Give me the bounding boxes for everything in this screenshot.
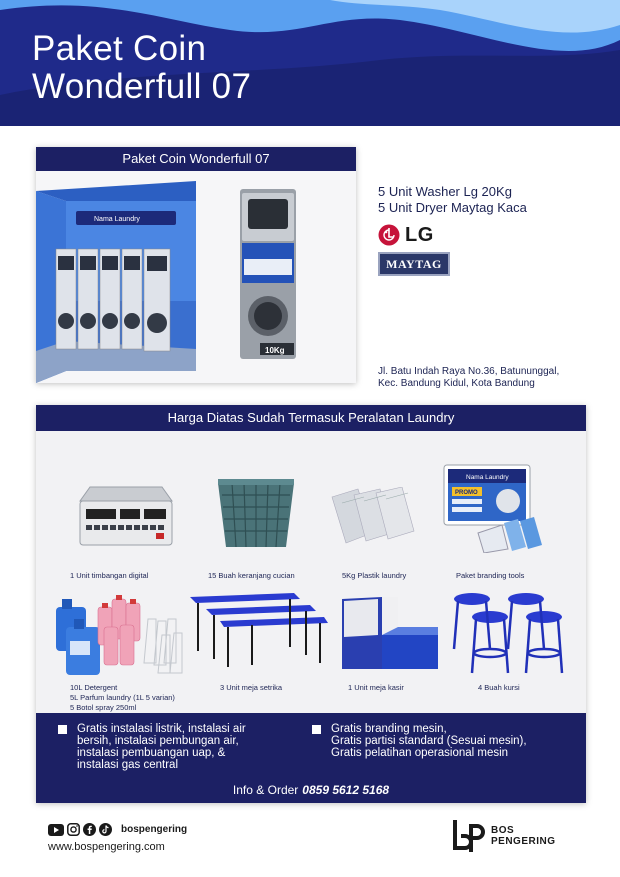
benefit-installation	[58, 723, 246, 771]
bullet-square-icon	[312, 725, 321, 734]
lg-logo	[378, 222, 434, 248]
laundry-room-illustration	[36, 171, 356, 383]
benefit-right-line-1: Gratis branding mesin,	[331, 723, 447, 735]
branding-tools-image	[442, 463, 546, 553]
address-line-2: Kec. Bandung Kidul, Kota Bandung	[378, 378, 535, 389]
equipment-card-title: Harga Diatas Sudah Termasuk Peralatan Laundry	[36, 405, 586, 431]
page-title-line-2: Wonderfull 07	[32, 67, 252, 106]
store-address	[378, 366, 559, 390]
benefits-band	[36, 713, 586, 803]
plastic-bags-image	[328, 487, 418, 547]
benefit-left-line-3: instalasi pembuangan uap, &	[77, 747, 226, 759]
equipment-label-scale: 1 Unit timbangan digital	[70, 571, 149, 580]
equipment-grid	[36, 431, 586, 713]
benefit-left-line-2: bersih, instalasi pembungan air,	[77, 735, 239, 747]
brand-line-1: BOS	[491, 825, 515, 836]
benefit-branding	[312, 723, 527, 759]
phone-number[interactable]: 0859 5612 5168	[302, 783, 390, 797]
benefit-branding-text	[331, 723, 527, 759]
product-card	[36, 147, 356, 383]
bullet-square-icon	[58, 725, 67, 734]
benefit-right-line-2: Gratis partisi standard (Sesuai mesin),	[331, 735, 527, 747]
brand-name	[491, 825, 556, 847]
bp-logo-icon	[453, 818, 485, 854]
detergent-line-1: 10L Detergent	[70, 683, 118, 692]
info-order-label: Info & Order	[232, 783, 299, 797]
address-line-1: Jl. Batu Indah Raya No.36, Batununggal,	[378, 366, 560, 377]
product-card-title: Paket Coin Wonderfull 07	[36, 147, 356, 171]
brand-logo	[453, 818, 556, 854]
facebook-icon[interactable]	[83, 823, 96, 836]
brand-line-2: PENGERING	[491, 836, 556, 847]
product-image	[36, 171, 356, 383]
benefit-left-line-4: instalasi gas central	[77, 759, 178, 771]
maytag-logo: MAYTAG	[378, 252, 450, 276]
equipment-label-stools: 4 Buah kursi	[478, 683, 520, 692]
info-order	[36, 783, 586, 797]
equipment-label-plastic: 5Kg Plastik laundry	[342, 571, 407, 580]
equipment-label-basket: 15 Buah keranjang cucian	[208, 571, 295, 580]
header-banner	[0, 0, 620, 126]
equipment-label-detergent	[70, 683, 175, 713]
detergent-bottles-image	[52, 589, 192, 679]
social-links	[48, 823, 187, 836]
promo-label-text: PROMO	[455, 490, 478, 496]
page-title	[32, 30, 251, 106]
equipment-label-branding: Paket branding tools	[456, 571, 525, 580]
laundry-basket-image	[216, 477, 296, 551]
machine-specs	[378, 184, 527, 216]
machine-badge-text: 10Kg	[265, 346, 285, 355]
lg-logo-text: LG	[405, 223, 434, 246]
website-link[interactable]: www.bospengering.com	[48, 841, 165, 853]
equipment-label-ironing: 3 Unit meja setrika	[220, 683, 283, 692]
page-title-line-1: Paket Coin	[32, 29, 207, 68]
instagram-icon[interactable]	[67, 823, 80, 836]
equipment-label-cashier: 1 Unit meja kasir	[348, 683, 404, 692]
detergent-line-3: 5 Botol spray 250ml	[70, 703, 137, 712]
equipment-card	[36, 405, 586, 803]
benefit-installation-text	[77, 723, 246, 771]
benefit-right-line-3: Gratis pelatihan operasional mesin	[331, 747, 509, 759]
social-handle[interactable]: bospengering	[121, 824, 188, 835]
digital-scale-image	[76, 483, 176, 549]
tiktok-icon[interactable]	[99, 823, 112, 836]
benefit-left-line-1: Gratis instalasi listrik, instalasi air	[77, 723, 246, 735]
detergent-line-2: 5L Parfum laundry (1L 5 varian)	[70, 693, 175, 702]
lg-face-icon	[378, 224, 400, 246]
spec-dryer: 5 Unit Dryer Maytag Kaca	[378, 200, 527, 215]
cashier-desk-image	[338, 595, 440, 671]
branding-sign-text: Nama Laundry	[466, 474, 509, 481]
store-sign-text: Nama Laundry	[94, 216, 140, 223]
stools-image	[450, 591, 574, 677]
spec-washer: 5 Unit Washer Lg 20Kg	[378, 184, 512, 199]
ironing-tables-image	[190, 591, 328, 669]
youtube-icon[interactable]	[48, 824, 64, 836]
